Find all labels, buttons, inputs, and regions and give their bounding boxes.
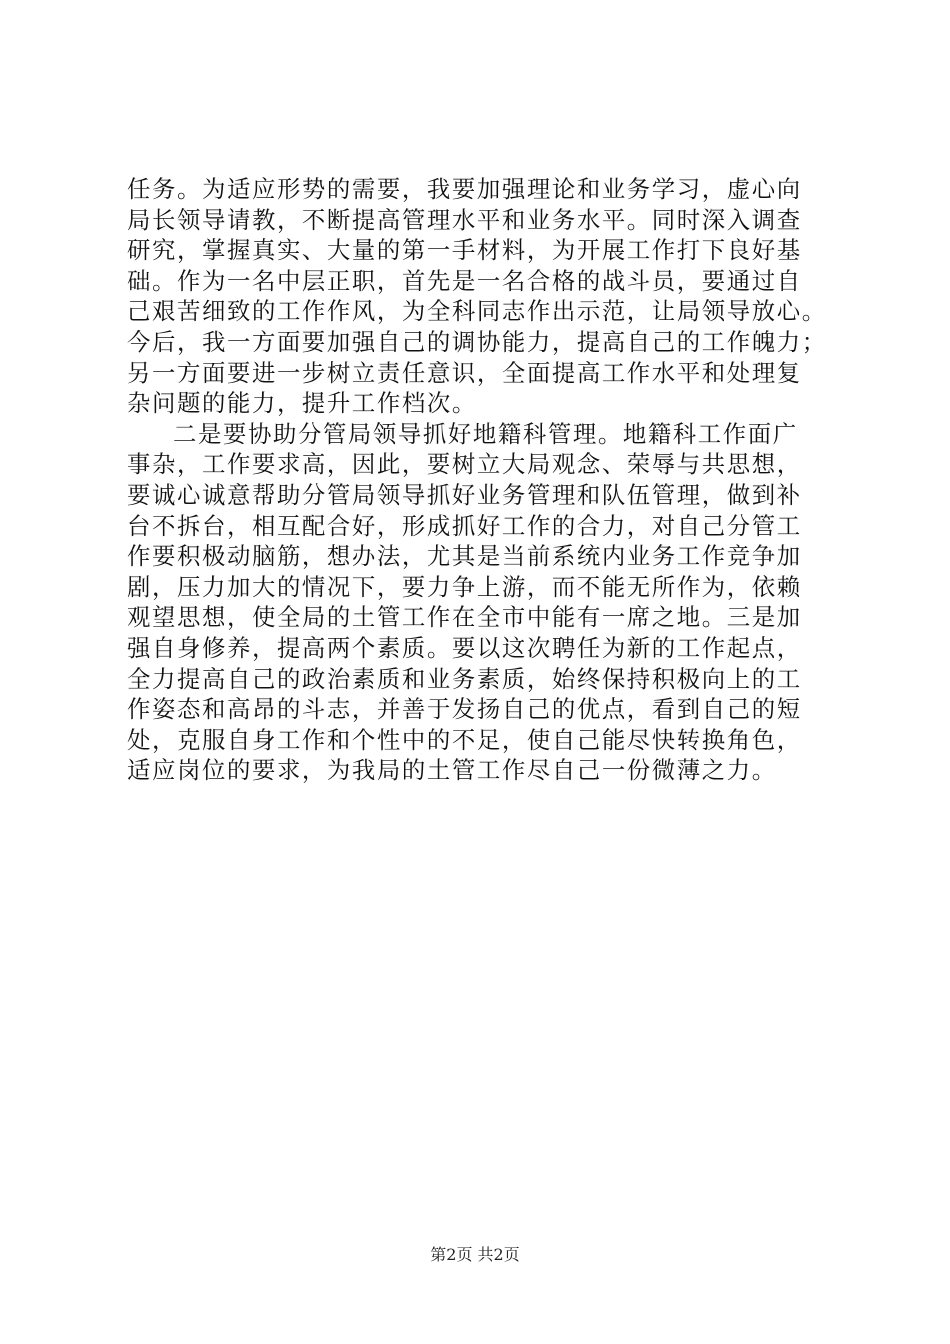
text-line: 剧，压力加大的情况下，要力争上游，而不能无所作为，依赖 [127,572,802,601]
text-line: 全力提高自己的政治素质和业务素质，始终保持积极向上的工 [127,664,802,693]
body-text [127,174,847,786]
text-line: 己艰苦细致的工作作风，为全科同志作出示范，让局领导放心。 [127,297,827,326]
text-line: 任务。为适应形势的需要，我要加强理论和业务学习，虚心向 [127,175,802,203]
text-line: 作姿态和高昂的斗志，并善于发扬自己的优点，看到自己的短 [127,695,802,724]
text-line: 适应岗位的要求，为我局的土管工作尽自己一份微薄之力。 [127,756,777,785]
text-line: 研究，掌握真实、大量的第一手材料，为开展工作打下良好基 [127,236,802,265]
text-line: 要诚心诚意帮助分管局领导抓好业务管理和队伍管理，做到补 [127,480,802,509]
text-line: 作要积极动脑筋，想办法，尤其是当前系统内业务工作竞争加 [127,542,802,571]
text-line: 局长领导请教，不断提高管理水平和业务水平。同时深入调查 [127,205,802,234]
text-line: 事杂，工作要求高，因此，要树立大局观念、荣辱与共思想， [127,450,802,479]
text-line: 台不拆台，相互配合好，形成抓好工作的合力，对自己分管工 [127,511,802,540]
paragraph-start-line: 二是要协助分管局领导抓好地籍科管理。地籍科工作面广 [173,419,798,448]
text-line: 强自身修养，提高两个素质。要以这次聘任为新的工作起点， [127,633,802,662]
text-line: 今后，我一方面要加强自己的调协能力，提高自己的工作魄力； [127,327,827,356]
page-number-footer: 第2页 共2页 [430,1245,520,1264]
text-line: 处，克服自身工作和个性中的不足，使自己能尽快转换角色， [127,725,802,754]
text-line: 础。作为一名中层正职，首先是一名合格的战斗员，要通过自 [127,266,802,295]
text-line: 杂问题的能力，提升工作档次。 [127,389,477,418]
text-line: 另一方面要进一步树立责任意识，全面提高工作水平和处理复 [127,358,802,387]
text-line: 观望思想，使全局的土管工作在全市中能有一席之地。三是加 [127,603,802,632]
